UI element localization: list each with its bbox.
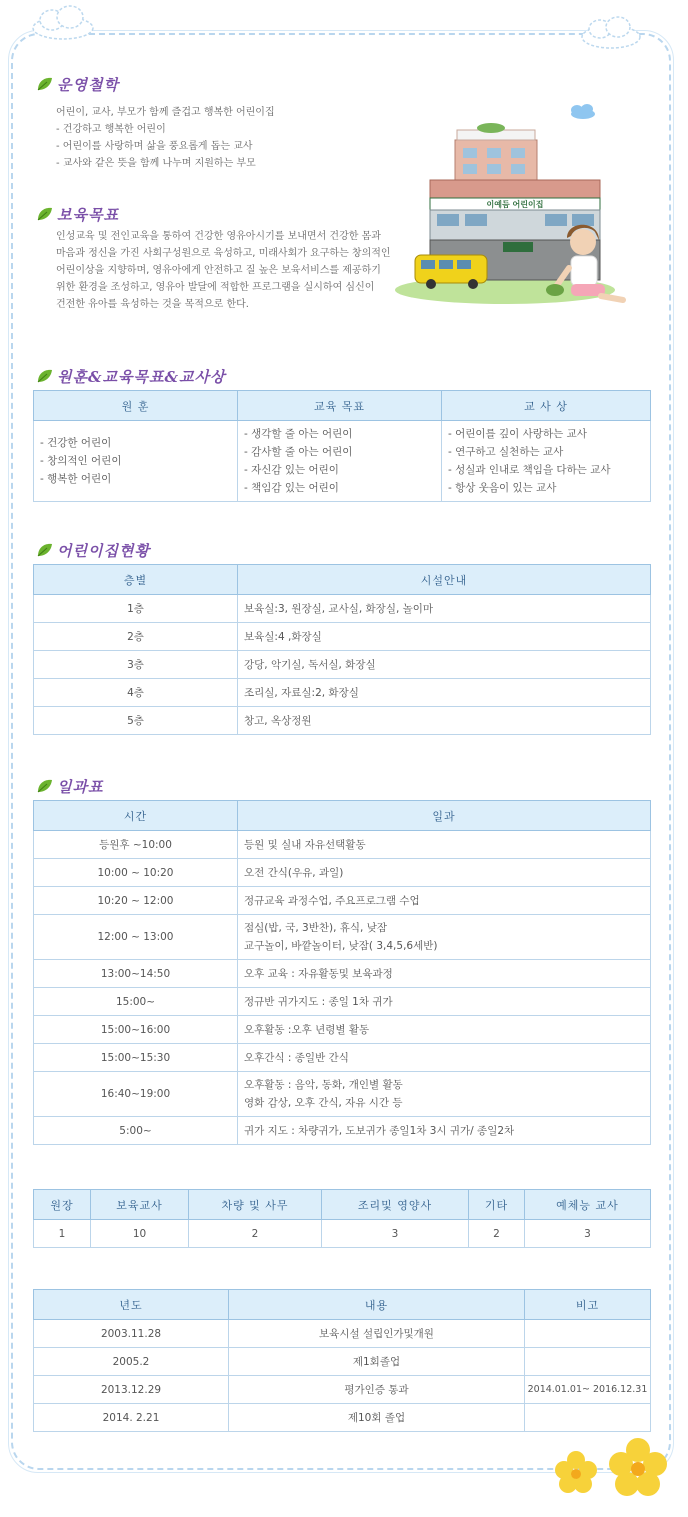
goals-line: 위한 환경을 조성하고, 영유아 발달에 적합한 프로그램을 실시하여 심신이 <box>56 282 375 293</box>
goals-line: 건전한 유아를 육성하는 것을 목적으로 한다. <box>56 299 249 310</box>
time-cell: 10:20 ~ 12:00 <box>34 887 238 915</box>
motto-item: - 창의적인 어린이 <box>40 455 122 467</box>
education-goal-item: - 책임감 있는 어린이 <box>244 482 339 494</box>
leaf-icon <box>36 778 54 794</box>
section-title-text: 원훈&교육목표&교사상 <box>57 367 226 386</box>
activity-line: 점심(밥, 국, 3반찬), 휴식, 낮잠 <box>244 922 388 934</box>
staff-count-cell: 2 <box>469 1220 525 1248</box>
column-header: 보육교사 <box>91 1190 189 1220</box>
activity-cell <box>238 831 651 859</box>
building-illustration <box>395 100 645 325</box>
goals-line: 인성교육 및 전인교육을 통하여 건강한 영유아시기를 보내면서 건강한 몸과 <box>56 231 381 242</box>
goals-line: 어린이상을 지향하며, 영유아에게 안전하고 질 높은 보육서비스를 제공하기 <box>56 265 381 276</box>
table-row <box>34 1016 651 1044</box>
motto-table <box>33 390 651 502</box>
section-title-schedule <box>36 774 103 798</box>
column-header: 조리및 영양사 <box>322 1190 469 1220</box>
time-cell: 15:00~15:30 <box>34 1044 238 1072</box>
table-row <box>34 595 651 623</box>
facility-cell: 보육실:4 ,화장실 <box>238 623 651 651</box>
table-row <box>34 1320 651 1348</box>
content-cell: 평가인증 통과 <box>229 1376 525 1404</box>
column-header: 원 훈 <box>34 391 238 421</box>
content-cell: 제1회졸업 <box>229 1348 525 1376</box>
staff-count-cell: 2 <box>189 1220 322 1248</box>
column-header: 시간 <box>34 801 238 831</box>
philosophy-line: - 어린이를 사랑하며 삶을 풍요롭게 돕는 교사 <box>56 141 253 152</box>
staff-table <box>33 1189 651 1248</box>
facility-cell: 조리실, 자료실:2, 화장실 <box>238 679 651 707</box>
activity-line: 정규반 귀가지도 : 종일 1차 귀가 <box>244 995 393 1008</box>
activity-line: 등원 및 실내 자유선택활동 <box>244 838 366 851</box>
note-cell <box>525 1404 651 1432</box>
philosophy-line: - 건강하고 행복한 어린이 <box>56 124 166 135</box>
note-cell <box>525 1320 651 1348</box>
time-cell: 13:00~14:50 <box>34 960 238 988</box>
leaf-icon <box>36 206 54 222</box>
table-header-row <box>34 391 651 421</box>
time-cell: 12:00 ~ 13:00 <box>34 915 238 960</box>
philosophy-line: - 교사와 같은 뜻을 함께 나누며 지원하는 부모 <box>56 158 256 169</box>
year-cell: 2005.2 <box>34 1348 229 1376</box>
activity-cell <box>238 1117 651 1145</box>
column-header: 교육 목표 <box>238 391 442 421</box>
motto-item: - 건강한 어린이 <box>40 437 112 449</box>
column-header: 년도 <box>34 1290 229 1320</box>
section-title-facilities <box>36 538 150 562</box>
table-row <box>34 1117 651 1145</box>
table-row <box>34 1404 651 1432</box>
history-table <box>33 1289 651 1432</box>
table-row <box>34 1044 651 1072</box>
year-cell: 2014. 2.21 <box>34 1404 229 1432</box>
activity-cell <box>238 887 651 915</box>
table-header-row <box>34 565 651 595</box>
table-row <box>34 1348 651 1376</box>
flower-icon <box>552 1448 600 1496</box>
column-header: 시설안내 <box>238 565 651 595</box>
staff-count-cell: 3 <box>322 1220 469 1248</box>
time-cell: 5:00~ <box>34 1117 238 1145</box>
content-cell: 보육시설 설립인가및개원 <box>229 1320 525 1348</box>
section-title-goals <box>36 202 119 226</box>
table-row <box>34 859 651 887</box>
section-title-text: 어린이집현황 <box>57 541 150 560</box>
teacher-ideal-item: - 어린이를 깊이 사랑하는 교사 <box>448 428 587 440</box>
activity-line: 교구놀이, 바깥놀이터, 낮잠( 3,4,5,6세반) <box>244 940 438 952</box>
teacher-ideal-cell <box>442 421 651 502</box>
facility-cell: 강당, 악기실, 독서실, 화장실 <box>238 651 651 679</box>
motto-cell <box>34 421 238 502</box>
floor-cell: 4층 <box>34 679 238 707</box>
floor-cell: 5층 <box>34 707 238 735</box>
year-cell: 2003.11.28 <box>34 1320 229 1348</box>
year-cell: 2013.12.29 <box>34 1376 229 1404</box>
table-row <box>34 831 651 859</box>
activity-cell <box>238 960 651 988</box>
goals-line: 마음과 정신을 가진 사회구성원으로 육성하고, 미래사회가 요구하는 창의적인 <box>56 248 391 259</box>
activity-cell <box>238 1044 651 1072</box>
section-title-motto <box>36 364 226 388</box>
leaf-icon <box>36 76 54 92</box>
table-header-row <box>34 1190 651 1220</box>
flower-icon <box>606 1436 670 1500</box>
cloud-icon <box>28 4 98 42</box>
teacher-ideal-item: - 연구하고 실천하는 교사 <box>448 446 564 458</box>
note-cell: 2014.01.01~ 2016.12.31 <box>525 1376 651 1404</box>
table-row <box>34 1376 651 1404</box>
column-header: 비고 <box>525 1290 651 1320</box>
time-cell: 10:00 ~ 10:20 <box>34 859 238 887</box>
philosophy-text <box>56 104 275 172</box>
activity-cell <box>238 988 651 1016</box>
table-row <box>34 915 651 960</box>
floor-cell: 2층 <box>34 623 238 651</box>
leaf-icon <box>36 368 54 384</box>
time-cell: 등원후 ~10:00 <box>34 831 238 859</box>
activity-line: 오후 교육 : 자유활동및 보육과정 <box>244 967 393 980</box>
table-row <box>34 1072 651 1117</box>
activity-line: 오후활동 :오후 년령별 활동 <box>244 1023 370 1036</box>
time-cell: 16:40~19:00 <box>34 1072 238 1117</box>
education-goal-item: - 감사할 줄 아는 어린이 <box>244 446 353 458</box>
activity-cell <box>238 859 651 887</box>
education-goal-item: - 생각할 줄 아는 어린이 <box>244 428 353 440</box>
activity-line: 오후활동 : 음악, 동화, 개인별 활동 <box>244 1079 403 1091</box>
activity-line: 정규교육 과정수업, 주요프로그램 수업 <box>244 894 420 907</box>
facility-cell: 창고, 옥상정원 <box>238 707 651 735</box>
activity-cell <box>238 915 651 960</box>
activity-line: 오전 간식(우유, 과일) <box>244 866 344 879</box>
activity-line: 귀가 지도 : 차량귀가, 도보귀가 종일1차 3시 귀가/ 종일2차 <box>244 1124 515 1137</box>
facilities-table <box>33 564 651 735</box>
philosophy-line: 어린이, 교사, 부모가 함께 즐겁고 행복한 어린이집 <box>56 107 275 118</box>
teacher-ideal-item: - 성실과 인내로 책임을 다하는 교사 <box>448 464 611 476</box>
education-goal-cell <box>238 421 442 502</box>
column-header: 층별 <box>34 565 238 595</box>
motto-item: - 행복한 어린이 <box>40 473 112 485</box>
activity-line: 오후간식 : 종일반 간식 <box>244 1051 349 1064</box>
table-header-row <box>34 801 651 831</box>
staff-count-cell: 10 <box>91 1220 189 1248</box>
goals-text <box>56 228 391 313</box>
teacher-ideal-item: - 항상 웃음이 있는 교사 <box>448 482 557 494</box>
table-row <box>34 960 651 988</box>
leaf-icon <box>36 542 54 558</box>
section-title-text: 운영철학 <box>57 75 119 94</box>
activity-cell <box>238 1016 651 1044</box>
cloud-icon <box>578 14 644 50</box>
staff-count-cell: 3 <box>525 1220 651 1248</box>
section-title-philosophy <box>36 72 119 96</box>
table-row <box>34 707 651 735</box>
table-row <box>34 623 651 651</box>
table-header-row <box>34 1290 651 1320</box>
table-row <box>34 988 651 1016</box>
time-cell: 15:00~ <box>34 988 238 1016</box>
content-cell: 제10회 졸업 <box>229 1404 525 1432</box>
floor-cell: 1층 <box>34 595 238 623</box>
column-header: 차량 및 사무 <box>189 1190 322 1220</box>
staff-count-cell: 1 <box>34 1220 91 1248</box>
note-cell <box>525 1348 651 1376</box>
column-header: 내용 <box>229 1290 525 1320</box>
table-row <box>34 651 651 679</box>
time-cell: 15:00~16:00 <box>34 1016 238 1044</box>
floor-cell: 3층 <box>34 651 238 679</box>
column-header: 예체능 교사 <box>525 1190 651 1220</box>
column-header: 원장 <box>34 1190 91 1220</box>
education-goal-item: - 자신감 있는 어린이 <box>244 464 339 476</box>
facility-cell: 보육실:3, 원장실, 교사실, 화장실, 놀이마 <box>238 595 651 623</box>
table-row <box>34 421 651 502</box>
schedule-table <box>33 800 651 1145</box>
table-row <box>34 1220 651 1248</box>
section-title-text: 일과표 <box>57 777 104 796</box>
table-row <box>34 679 651 707</box>
activity-cell <box>238 1072 651 1117</box>
activity-line: 영화 감상, 오후 간식, 자유 시간 등 <box>244 1097 403 1109</box>
table-row <box>34 887 651 915</box>
column-header: 교 사 상 <box>442 391 651 421</box>
column-header: 일과 <box>238 801 651 831</box>
section-title-text: 보육목표 <box>57 205 119 224</box>
column-header: 기타 <box>469 1190 525 1220</box>
building-sign-text: 이예듬 어린이집 <box>486 200 544 209</box>
